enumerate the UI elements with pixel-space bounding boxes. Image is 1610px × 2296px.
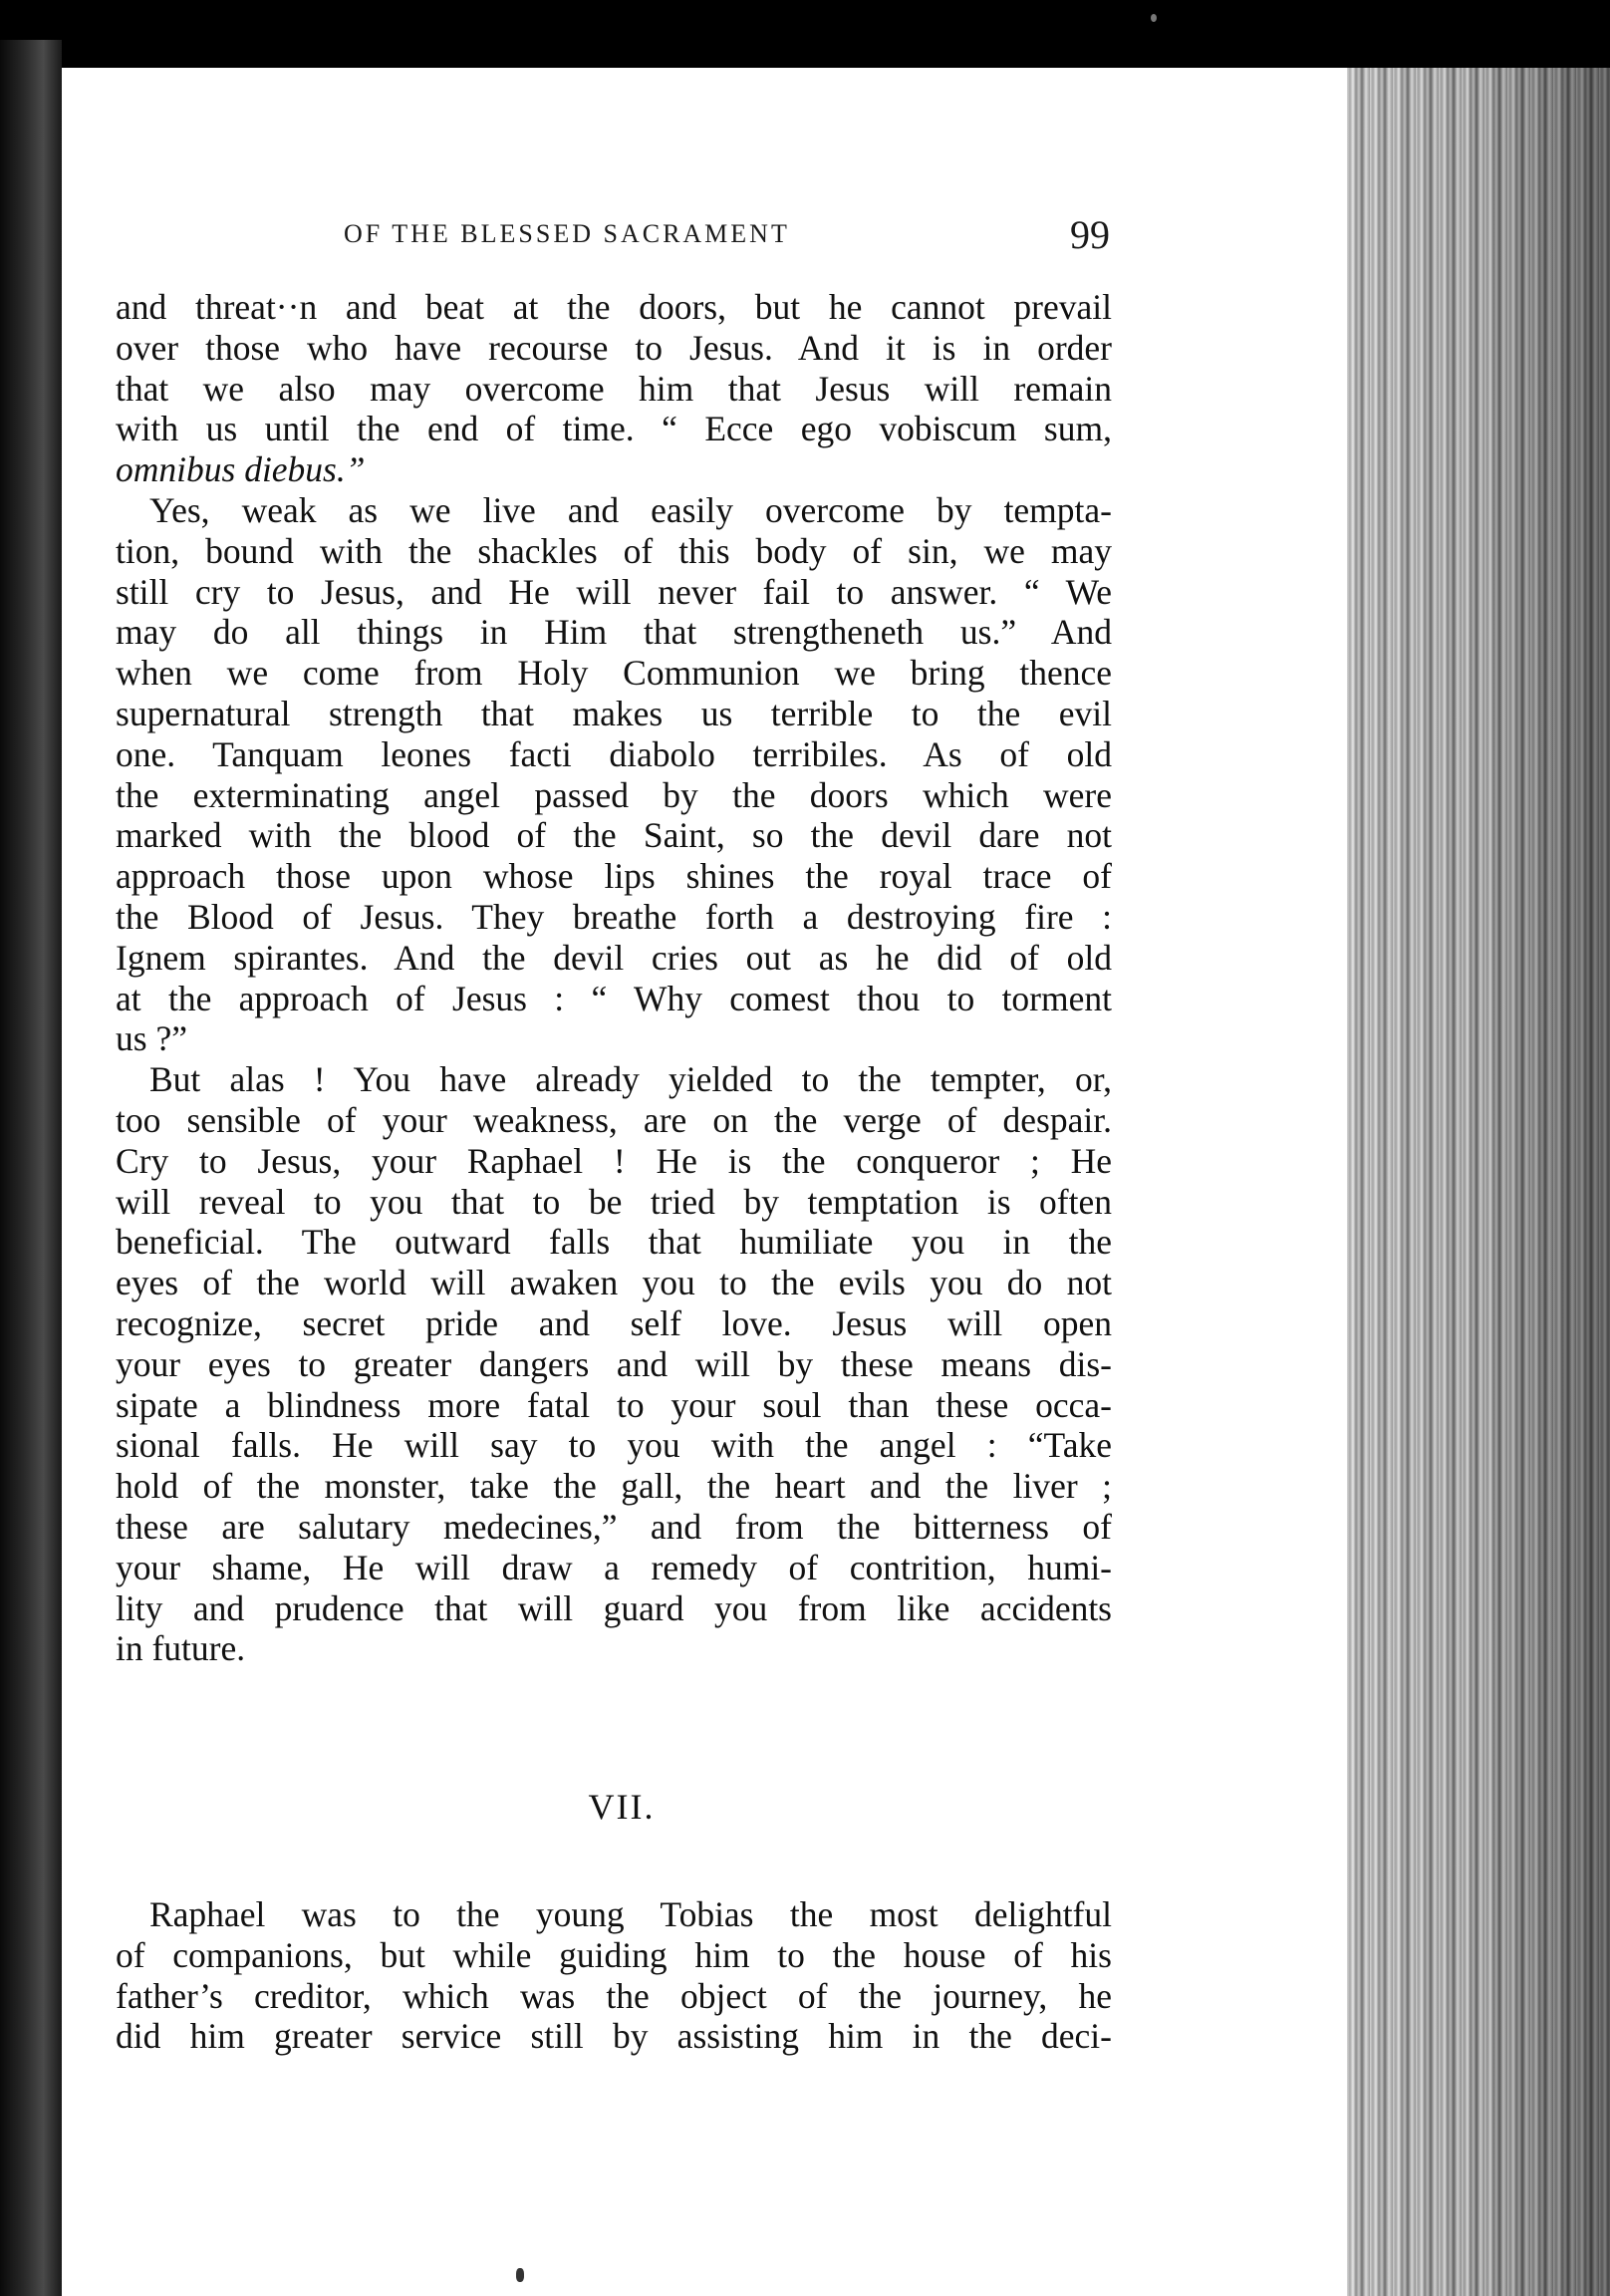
section-heading: VII. — [588, 1787, 656, 1828]
text-line: over those who have recourse to Jesus. And it is in order — [116, 327, 1112, 368]
text-line: hold of the monster, take the gall, the heart and the liver ; — [116, 1466, 1112, 1507]
text-line: us ?” — [116, 1018, 187, 1059]
text-line: at the approach of Jesus : “ Why comest thou to torment — [116, 978, 1112, 1018]
text-line: Raphael was to the young Tobias the most delightful — [149, 1894, 1112, 1935]
book-gutter-edge — [0, 40, 62, 2296]
page-number: 99 — [1070, 212, 1110, 257]
paragraph-1 — [116, 287, 1112, 490]
text-line: supernatural strength that makes us terrible to the evil — [116, 693, 1112, 733]
dust-speck — [1151, 14, 1157, 22]
text-line: omnibus diebus.” — [116, 449, 366, 490]
text-line: of companions, but while guiding him to the house of his — [116, 1934, 1112, 1975]
text-line: Yes, weak as we live and easily overcome by tempta- — [149, 489, 1112, 530]
text-line: But alas ! You have already yielded to the tempter, or, — [149, 1059, 1112, 1100]
text-line: in future. — [116, 1628, 246, 1669]
text-line: still cry to Jesus, and He will never fail to answer. “ We — [116, 571, 1112, 612]
paragraph-2 — [116, 490, 1112, 1059]
text-line: may do all things in Him that strengtheneth us.” And — [116, 612, 1112, 653]
text-line: the exterminating angel passed by the doors which were — [116, 774, 1112, 815]
text-line: father’s creditor, which was the object of the journey, he — [116, 1975, 1112, 2016]
text-line: Cry to Jesus, your Raphael ! He is the conqueror ; He — [116, 1140, 1112, 1181]
paragraph-3 — [116, 1059, 1112, 1669]
text-line: too sensible of your weakness, are on the verge of despair. — [116, 1099, 1112, 1140]
text-line: eyes of the world will awaken you to the evils you do not — [116, 1263, 1112, 1303]
text-line: sipate a blindness more fatal to your soul than these occa- — [116, 1384, 1112, 1425]
text-line: approach those upon whose lips shines the royal trace of — [116, 856, 1112, 897]
text-line: the Blood of Jesus. They breathe forth a destroying fire : — [116, 896, 1112, 937]
section-gap — [116, 1669, 1112, 1787]
text-line: beneficial. The outward falls that humiliate you in the — [116, 1222, 1112, 1263]
text-line: marked with the blood of the Saint, so the devil dare not — [116, 815, 1112, 856]
ink-mark — [516, 2268, 524, 2282]
text-line: sional falls. He will say to you with the angel : “Take — [116, 1425, 1112, 1466]
text-line: and threat··n and beat at the doors, but he cannot prevail — [116, 287, 1112, 327]
text-line: one. Tanquam leones facti diabolo terribiles. As of old — [116, 733, 1112, 774]
text-line: lity and prudence that will guard you from like accidents — [116, 1587, 1112, 1628]
text-line: recognize, secret pride and self love. Jesus will open — [116, 1302, 1112, 1343]
text-line: when we come from Holy Communion we bring thence — [116, 653, 1112, 694]
text-line: will reveal to you that to be tried by temptation is often — [116, 1181, 1112, 1222]
text-line: with us until the end of time. “ Ecce ego vobiscum sum, — [116, 409, 1112, 449]
text-line: that we also may overcome him that Jesus will remain — [116, 368, 1112, 409]
text-line: tion, bound with the shackles of this body of sin, we may — [116, 530, 1112, 571]
text-line: your eyes to greater dangers and will by these means dis- — [116, 1343, 1112, 1384]
page-stack-shadow — [1347, 68, 1610, 2296]
text-line: these are salutary medecines,” and from the bitterness of — [116, 1506, 1112, 1547]
text-line: your shame, He will draw a remedy of contrition, humi- — [116, 1547, 1112, 1587]
section-gap — [116, 1843, 1112, 1894]
running-header: OF THE BLESSED SACRAMENT — [344, 219, 790, 248]
paragraph-4 — [116, 1894, 1112, 2057]
body-text — [116, 287, 1112, 2057]
text-line: Ignem spirantes. And the devil cries out as he did of old — [116, 937, 1112, 978]
text-line: did him greater service still by assisting him in the deci- — [116, 2016, 1112, 2057]
